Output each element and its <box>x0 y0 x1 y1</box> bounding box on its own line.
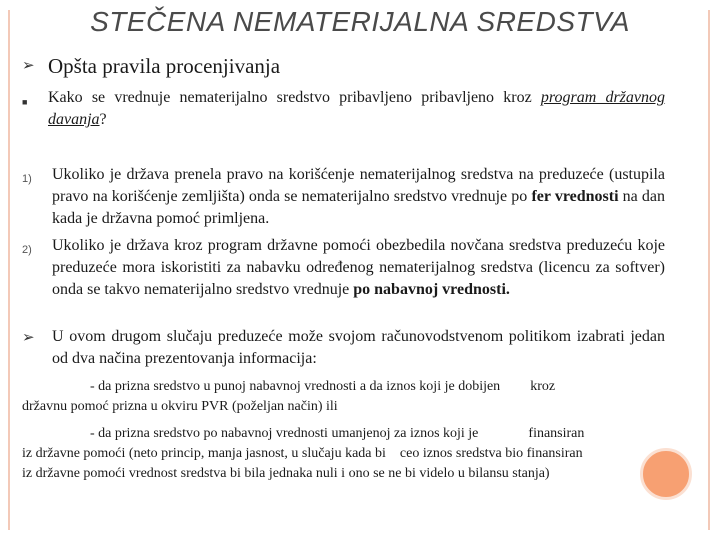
item-number: 2) <box>22 244 32 256</box>
item-number: 1) <box>22 173 32 185</box>
arrow-bullet-icon: ➢ <box>22 330 35 346</box>
list-item-2 <box>22 235 665 301</box>
option-1: - da prizna sredstvo u punoj nabavnoj vrednosti a da iznos koji je dobijen kroz državnu pomoć prizna u okviru PVR (poželjan način) ili <box>22 379 556 414</box>
heading-bullet <box>22 54 665 79</box>
slide-title: STEČENA NEMATERIJALNA SREDSTVA <box>90 6 630 37</box>
section-heading: Opšta pravila procenjivanja <box>48 54 281 78</box>
decorative-circle <box>640 448 692 500</box>
policy-text: U ovom drugom slučaju preduzeće može svojom računovodstvenom politikom izabrati jedan od dva načina prezentovanja informacija: <box>52 328 665 367</box>
question-text: Kako se vrednuje nematerijalno sredstvo pribavljeno pribavljeno kroz program državnog davanja? <box>48 89 666 128</box>
slide-border-left <box>8 10 10 530</box>
question-bullet <box>22 87 665 131</box>
item-1-text: Ukoliko je država prenela pravo na korišćenje nematerijalnog sredstva na preduzeće (ustupila pravo na korišćenje zemljišta) onda se nematerijalno sredstvo vrednuje po fer vrednosti na dan kada je državna pomoć primljena. <box>52 166 666 227</box>
item-2-text: Ukoliko je država kroz program državne pomoći obezbedila novčana sredstva preduzeću koje preduzeće mora iskoristiti za nabavku određenog nematerijalnog sredstva (licencu za softver) onda se takvo nematerijalno sredstvo vrednuje po nabavnoj vrednosti. <box>52 237 665 298</box>
list-item-1 <box>22 164 665 230</box>
slide-border-right <box>708 10 710 530</box>
square-bullet-icon: ■ <box>22 97 28 107</box>
arrow-bullet-icon: ➢ <box>22 58 35 74</box>
policy-bullet <box>22 326 665 370</box>
option-2: - da prizna sredstvo po nabavnoj vrednosti umanjenoj za iznos koji je finansiran iz državne pomoći (neto princip, manja jasnost, u slučaju kada bi ceo iznos sredstva bio finansiran iz državne pomoći vrednost sredstva bi bila jednaka nuli i ono se ne bi videlo u bilansu stanja) <box>22 426 585 481</box>
